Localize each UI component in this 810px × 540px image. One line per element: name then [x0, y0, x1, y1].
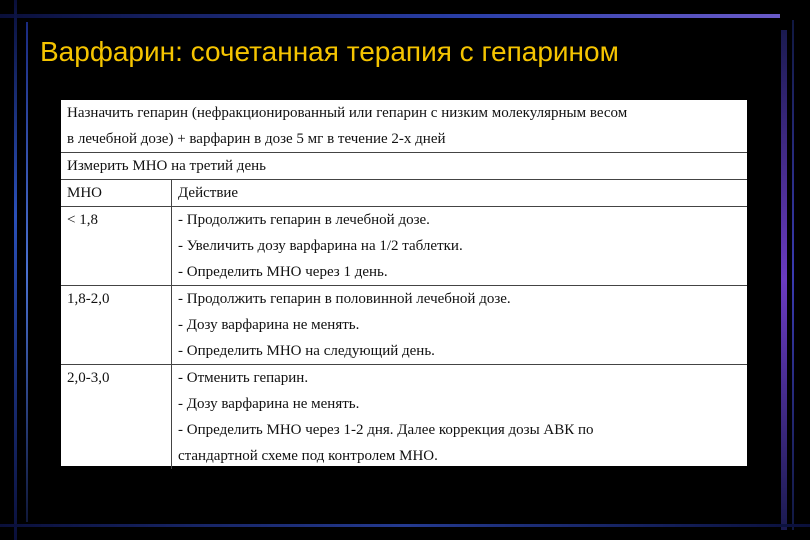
frame-right-line-inner: [792, 20, 794, 530]
intro-cell: [61, 100, 747, 153]
table-row: [61, 207, 747, 286]
frame-right-line: [781, 30, 787, 530]
inr-range-cell: < 1,8: [61, 207, 172, 286]
frame-left-line: [14, 0, 17, 540]
header-inr: МНО: [61, 180, 172, 207]
intro-row: [61, 100, 747, 153]
action-cell: [172, 207, 748, 286]
action-line: - Определить МНО через 1-2 дня. Далее коррекция дозы АВК по: [178, 422, 594, 438]
action-line: - Определить МНО через 1 день.: [178, 264, 388, 280]
action-cell: [172, 365, 748, 470]
measure-cell: Измерить МНО на третий день: [61, 153, 747, 180]
table-row: [61, 286, 747, 365]
action-cell: [172, 286, 748, 365]
action-line: - Дозу варфарина не менять.: [178, 317, 360, 333]
action-line: - Определить МНО на следующий день.: [178, 343, 435, 359]
dosing-table: [61, 100, 747, 466]
action-line: - Продолжить гепарин в лечебной дозе.: [178, 212, 430, 228]
header-action: Действие: [172, 180, 748, 207]
action-line: - Увеличить дозу варфарина на 1/2 таблетки.: [178, 238, 463, 254]
frame-bottom-line: [0, 524, 810, 527]
intro-line: Назначить гепарин (нефракционированный или гепарин с низким молекулярным весом: [67, 105, 628, 121]
header-row: [61, 180, 747, 207]
frame-top-line: [0, 14, 780, 18]
table-row: [61, 365, 747, 470]
frame-left-line-inner: [26, 22, 28, 522]
inr-range-cell: 2,0-3,0: [61, 365, 172, 470]
intro-line: в лечебной дозе) + варфарин в дозе 5 мг в течение 2-х дней: [67, 131, 446, 147]
inr-range-cell: 1,8-2,0: [61, 286, 172, 365]
slide-title: Варфарин: сочетанная терапия с гепарином: [40, 36, 619, 67]
action-line: - Отменить гепарин.: [178, 370, 309, 386]
action-line: - Дозу варфарина не менять.: [178, 396, 360, 412]
measure-row: [61, 153, 747, 180]
action-line: - Продолжить гепарин в половинной лечебной дозе.: [178, 291, 511, 307]
action-line: стандартной схеме под контролем МНО.: [178, 448, 438, 464]
